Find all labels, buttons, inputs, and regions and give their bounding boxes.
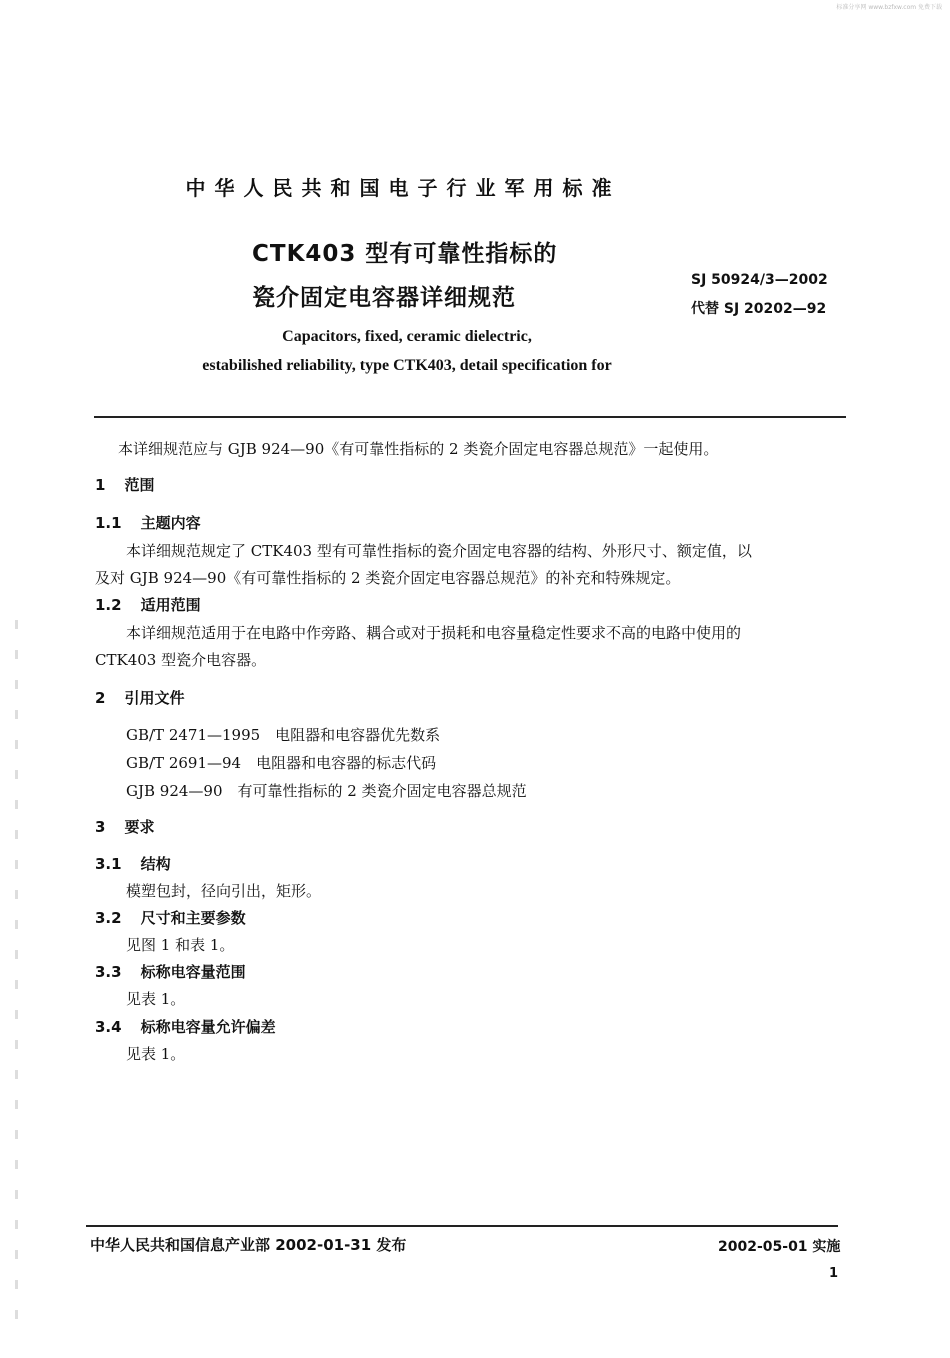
page-number: 1 [829,1266,839,1281]
section-3-2-heading [95,905,246,931]
header-divider [94,416,846,418]
reference-item: GB/T 2471—1995 电阻器和电容器优先数系 [126,726,441,744]
title-english-line-2: estabilished reliability, type CTK403, detail specification for [202,357,612,374]
section-3-1-text: 模塑包封，径向引出，矩形。 [126,882,322,900]
effective-date: 2002-05-01 实施 [718,1239,841,1255]
section-3-2-text: 见图 1 和表 1。 [126,936,235,954]
section-2-heading [95,685,185,711]
section-3-heading [95,814,155,840]
section-number: 1.2 [95,596,122,614]
section-title: 引用文件 [124,689,185,707]
section-number: 3 [95,818,106,836]
section-3-4-text: 见表 1。 [126,1045,186,1063]
section-number: 3.3 [95,963,122,981]
section-1-heading [95,472,155,498]
section-3-3-heading [95,959,246,985]
section-title: 尺寸和主要参数 [140,909,246,927]
section-1-2-text-line-2: CTK403 型瓷介电容器。 [95,651,267,669]
section-1-1-heading [95,510,201,536]
section-title: 范围 [124,476,155,494]
section-title: 标称电容量范围 [140,963,246,981]
section-title: 要求 [124,818,155,836]
section-3-3-text: 见表 1。 [126,990,186,1008]
title-chinese-line-1: CTK403 型有可靠性指标的 [252,241,558,267]
section-3-4-heading [95,1014,276,1040]
section-number: 3.4 [95,1018,122,1036]
section-1-1-text-line-2: 及对 GJB 924—90《有可靠性指标的 2 类瓷介固定电容器总规范》的补充和特殊规定。 [95,569,681,587]
standard-code: SJ 50924/3—2002 [691,272,828,288]
watermark: 标准分享网 www.bzfxw.com 免费下载 [836,4,942,11]
section-title: 适用范围 [140,596,201,614]
section-number: 1 [95,476,106,494]
section-number: 3.2 [95,909,122,927]
issuing-organization-header: 中华人民共和国电子行业军用标准 [185,176,621,200]
title-chinese-line-2: 瓷介固定电容器详细规范 [252,285,516,311]
section-title: 主题内容 [140,514,201,532]
section-1-2-heading [95,592,201,618]
title-english-line-1: Capacitors, fixed, ceramic dielectric, [282,328,532,345]
standard-replaces: 代替 SJ 20202—92 [691,301,827,317]
footer-divider [86,1225,838,1227]
issuer-and-release-date: 中华人民共和国信息产业部 2002-01-31 发布 [90,1236,407,1254]
section-title: 标称电容量允许偏差 [140,1018,276,1036]
intro-paragraph: 本详细规范应与 GJB 924—90《有可靠性指标的 2 类瓷介固定电容器总规范》一起使用。 [118,440,719,458]
section-title: 结构 [140,855,171,873]
section-number: 1.1 [95,514,122,532]
section-3-1-heading [95,851,171,877]
section-1-1-text-line-1: 本详细规范规定了 CTK403 型有可靠性指标的瓷介固定电容器的结构、外形尺寸、额定值，以 [126,542,752,560]
section-1-2-text-line-1: 本详细规范适用于在电路中作旁路、耦合或对于损耗和电容量稳定性要求不高的电路中使用的 [126,624,742,642]
section-number: 3.1 [95,855,122,873]
reference-item: GB/T 2691—94 电阻器和电容器的标志代码 [126,754,437,772]
binding-margin-marks [15,620,18,1340]
section-number: 2 [95,689,106,707]
reference-item: GJB 924—90 有可靠性指标的 2 类瓷介固定电容器总规范 [126,782,527,800]
